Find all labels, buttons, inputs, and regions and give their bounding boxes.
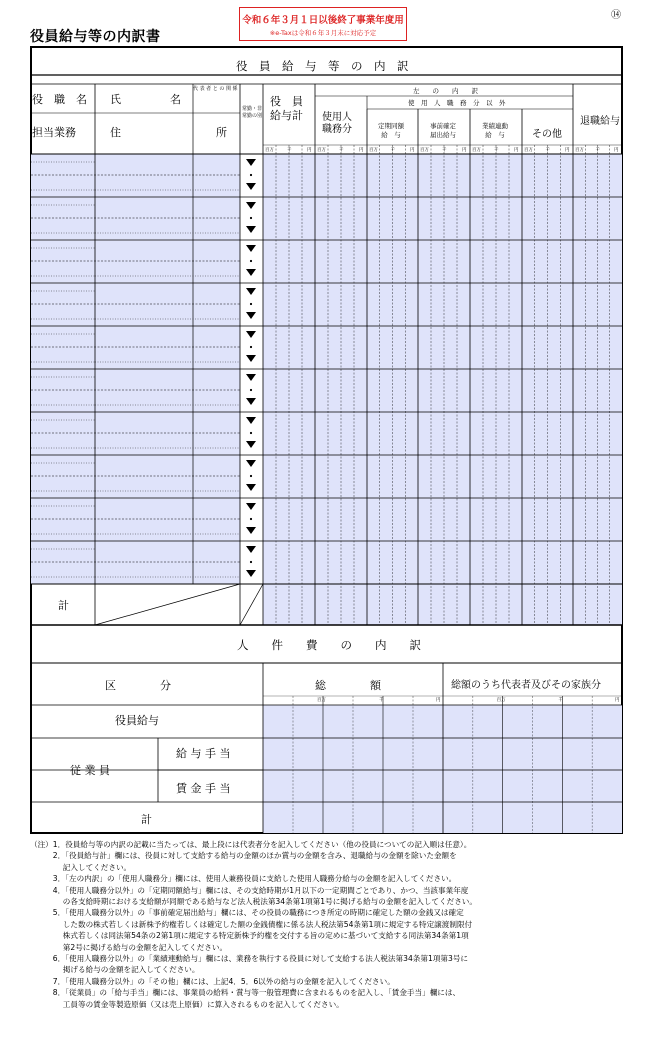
col-position-label: 役 職 名 bbox=[32, 93, 87, 106]
col-regular-label: 定期同額 給 与 bbox=[378, 122, 404, 139]
col-duty-label: 担当業務 bbox=[32, 126, 76, 139]
separator-dot bbox=[250, 303, 252, 305]
col-breakdown-label: 左 の 内 訳 bbox=[413, 87, 478, 95]
fulltime-toggle-lower[interactable] bbox=[246, 312, 256, 319]
officer-row-name-cell[interactable] bbox=[95, 283, 240, 326]
fulltime-toggle-lower[interactable] bbox=[246, 570, 256, 577]
row-employee-label: 従 業 員 bbox=[70, 764, 110, 777]
officer-row-name-cell[interactable] bbox=[95, 240, 240, 283]
row-salary-allowance-label: 給 与 手 当 bbox=[176, 747, 231, 760]
note-line: 3．「左の内訳」の「使用人職務分」欄には、使用人兼務役員に支給した使用人職務分給与の金額を記入してください。 bbox=[30, 874, 457, 884]
officer-row-name-cell[interactable] bbox=[95, 541, 240, 584]
officer-row-name-cell[interactable] bbox=[95, 412, 240, 455]
separator-dot bbox=[250, 518, 252, 520]
col-name-label-2: 名 bbox=[170, 93, 181, 106]
fulltime-toggle-upper[interactable] bbox=[246, 331, 256, 338]
unit-label: 円 bbox=[307, 148, 312, 153]
unit-label: 百万 bbox=[369, 148, 378, 153]
officer-total-label: 計 bbox=[58, 599, 69, 612]
col-total-label: 役 員 給与計 bbox=[270, 95, 303, 122]
page-number: ⑭ bbox=[611, 10, 621, 21]
unit-label: 円 bbox=[614, 148, 619, 153]
note-line: 7．「使用人職務分以外」の「その他」欄には、上記4．5．6以外の給与の金額を記入してください。 bbox=[30, 976, 395, 986]
col-relation-label: 代 表 者 と の 関 係 bbox=[193, 86, 238, 92]
fulltime-toggle-lower[interactable] bbox=[246, 183, 256, 190]
unit-label: 千 bbox=[442, 148, 447, 153]
note-line: 6．「使用人職務分以外」の「業績連動給与」欄には、業務を執行する役員に対して支給する法人税法第34条第1項第3号に bbox=[30, 954, 469, 964]
badge-line-2: ※e-Taxは令和６年３月末に対応予定 bbox=[269, 29, 377, 37]
unit-label: 円 bbox=[436, 698, 441, 703]
unit-label: 千 bbox=[595, 148, 600, 153]
unit-label: 百万 bbox=[575, 148, 584, 153]
officer-row-position-cell[interactable] bbox=[31, 197, 95, 240]
col-employee-duty-label: 使用人 職務分 bbox=[322, 112, 352, 135]
officer-row-name-cell[interactable] bbox=[95, 154, 240, 197]
col-advance-label: 事前確定 届出給与 bbox=[430, 122, 456, 139]
officer-table-heading: 役 員 給 与 等 の 内 訳 bbox=[236, 59, 409, 73]
note-line: 8．「従業員」の「給与手当」欄には、事業員の給料・賞与等一般管理費に含まれるものを記入し、「賃金手当」欄には、 bbox=[30, 988, 461, 998]
personnel-table-heading: 人 件 費 の 内 訳 bbox=[237, 638, 421, 652]
officer-row-name-cell[interactable] bbox=[95, 326, 240, 369]
officer-row-position-cell[interactable] bbox=[31, 283, 95, 326]
separator-dot bbox=[250, 260, 252, 262]
note-line: （注）1．役員給与等の内訳の記載に当たっては、最上段には代表者分を記入してください（他の役員についての記入順は任意）。 bbox=[30, 840, 472, 849]
officer-row-name-cell[interactable] bbox=[95, 369, 240, 412]
note-line: 5．「使用人職務分以外」の「事前確定届出給与」欄には、その役員の職務につき所定の時期に確定した額の金銭又は確定 bbox=[30, 908, 464, 918]
fulltime-toggle-lower[interactable] bbox=[246, 441, 256, 448]
officer-row-name-cell[interactable] bbox=[95, 498, 240, 541]
fulltime-toggle-upper[interactable] bbox=[246, 202, 256, 209]
personnel-total-label: 計 bbox=[141, 813, 152, 826]
separator-dot bbox=[250, 346, 252, 348]
unit-label: 円 bbox=[359, 148, 364, 153]
note-line: 4．「使用人職務分以外」の「定期同額給与」欄には、その支給時期が1月以下の一定期間ごとであり、かつ、当該事業年度 bbox=[30, 885, 469, 895]
unit-label: 円 bbox=[565, 148, 570, 153]
form-title: 役員給与等の内訳書 bbox=[30, 29, 161, 45]
fulltime-toggle-lower[interactable] bbox=[246, 269, 256, 276]
officer-row-position-cell[interactable] bbox=[31, 154, 95, 197]
personnel-total-cell[interactable] bbox=[263, 802, 443, 833]
unit-label: 千 bbox=[287, 148, 292, 153]
unit-label: 百万 bbox=[265, 148, 274, 153]
unit-label: 千 bbox=[558, 698, 563, 703]
separator-dot bbox=[250, 217, 252, 219]
fulltime-toggle-upper[interactable] bbox=[246, 503, 256, 510]
fulltime-toggle-lower[interactable] bbox=[246, 398, 256, 405]
unit-label: 百万 bbox=[420, 148, 429, 153]
note-line: 株式若しくは同法第54条の2第1項に規定する特定新株予約権を交付する旨の定めに基づいて支給する同法第34条第1項 bbox=[30, 931, 469, 941]
fulltime-toggle-upper[interactable] bbox=[246, 417, 256, 424]
separator-dot bbox=[250, 389, 252, 391]
unit-label: 円 bbox=[410, 148, 415, 153]
unit-label: 円 bbox=[615, 698, 620, 703]
officer-row-position-cell[interactable] bbox=[31, 412, 95, 455]
grid-line bbox=[240, 584, 263, 625]
note-line: 第2号に掲げる給与の金額を記入してください。 bbox=[30, 942, 228, 952]
col-family-label: 総額のうち代表者及びその家族分 bbox=[451, 680, 601, 691]
officer-row-name-cell[interactable] bbox=[95, 197, 240, 240]
fulltime-toggle-upper[interactable] bbox=[246, 546, 256, 553]
fulltime-toggle-upper[interactable] bbox=[246, 288, 256, 295]
note-line: の各支給時期における支給額が同額である給与など法人税法第34条第1項第1号に掲げる給与の金額を記入してください。 bbox=[30, 897, 477, 907]
officer-row-position-cell[interactable] bbox=[31, 455, 95, 498]
fulltime-toggle-upper[interactable] bbox=[246, 159, 256, 166]
col-other-label: その他 bbox=[532, 129, 562, 140]
col-retirement-label: 退職給与 bbox=[580, 116, 620, 127]
separator-dot bbox=[250, 174, 252, 176]
note-line: した数の株式若しくは新株予約権若しくは確定した額の金銭債権に係る法人税法第54条第1項に規定する特定譲渡制限付 bbox=[30, 919, 473, 929]
row-officer-salary-label: 役員給与 bbox=[115, 714, 159, 727]
fulltime-toggle-lower[interactable] bbox=[246, 355, 256, 362]
unit-label: 百万 bbox=[524, 148, 533, 153]
personnel-family-cell[interactable] bbox=[443, 802, 622, 833]
separator-dot bbox=[250, 432, 252, 434]
col-fulltime-label: 常勤・非常勤の別 bbox=[242, 106, 263, 119]
note-line: 記入してください。 bbox=[30, 862, 132, 872]
officer-row-position-cell[interactable] bbox=[31, 498, 95, 541]
badge-line-1: 令和６年３月１日以後終了事業年度用 bbox=[242, 15, 404, 26]
officer-row-position-cell[interactable] bbox=[31, 369, 95, 412]
note-line: 工員等の賃金等製造原価（又は売上原価）に算入されるものを記入してください。 bbox=[30, 999, 344, 1009]
separator-dot bbox=[250, 475, 252, 477]
col-category-label: 区 分 bbox=[105, 679, 171, 692]
note-line: 2．「役員給与計」欄には、役員に対して支給する給与の金額のほか賞与の金額を含み、退職給与の金額を除いた金額を bbox=[30, 851, 457, 861]
unit-label: 百万 bbox=[317, 698, 326, 703]
grid-line bbox=[95, 584, 240, 625]
unit-label: 円 bbox=[514, 148, 519, 153]
fulltime-toggle-lower[interactable] bbox=[246, 484, 256, 491]
unit-label: 百万 bbox=[496, 698, 506, 703]
unit-label: 千 bbox=[494, 148, 499, 153]
col-address-label: 住 bbox=[110, 126, 121, 139]
fulltime-toggle-upper[interactable] bbox=[246, 245, 256, 252]
unit-label: 千 bbox=[379, 698, 384, 703]
unit-label: 千 bbox=[339, 148, 344, 153]
col-address-label-2: 所 bbox=[216, 126, 227, 139]
fulltime-toggle-lower[interactable] bbox=[246, 527, 256, 534]
notes-section bbox=[30, 839, 630, 1010]
row-wage-allowance-label: 賃 金 手 当 bbox=[176, 782, 231, 795]
unit-label: 千 bbox=[545, 148, 550, 153]
note-line: 掲げる給与の金額を記入してください。 bbox=[30, 965, 200, 975]
unit-label: 円 bbox=[462, 148, 467, 153]
fulltime-toggle-upper[interactable] bbox=[246, 460, 256, 467]
unit-label: 千 bbox=[390, 148, 395, 153]
col-name-label: 氏 bbox=[110, 93, 121, 106]
officer-row-position-cell[interactable] bbox=[31, 326, 95, 369]
col-grand-total-label: 総 額 bbox=[315, 679, 381, 692]
officer-row-position-cell[interactable] bbox=[31, 240, 95, 283]
separator-dot bbox=[250, 561, 252, 563]
unit-label: 百万 bbox=[317, 148, 326, 153]
officer-row-name-cell[interactable] bbox=[95, 455, 240, 498]
fulltime-toggle-lower[interactable] bbox=[246, 226, 256, 233]
col-performance-label: 業績連動 給 与 bbox=[482, 122, 508, 139]
officer-row-position-cell[interactable] bbox=[31, 541, 95, 584]
unit-label: 百万 bbox=[472, 148, 481, 153]
fulltime-toggle-upper[interactable] bbox=[246, 374, 256, 381]
col-non-employee-label: 使 用 人 職 務 分 以 外 bbox=[408, 99, 506, 107]
